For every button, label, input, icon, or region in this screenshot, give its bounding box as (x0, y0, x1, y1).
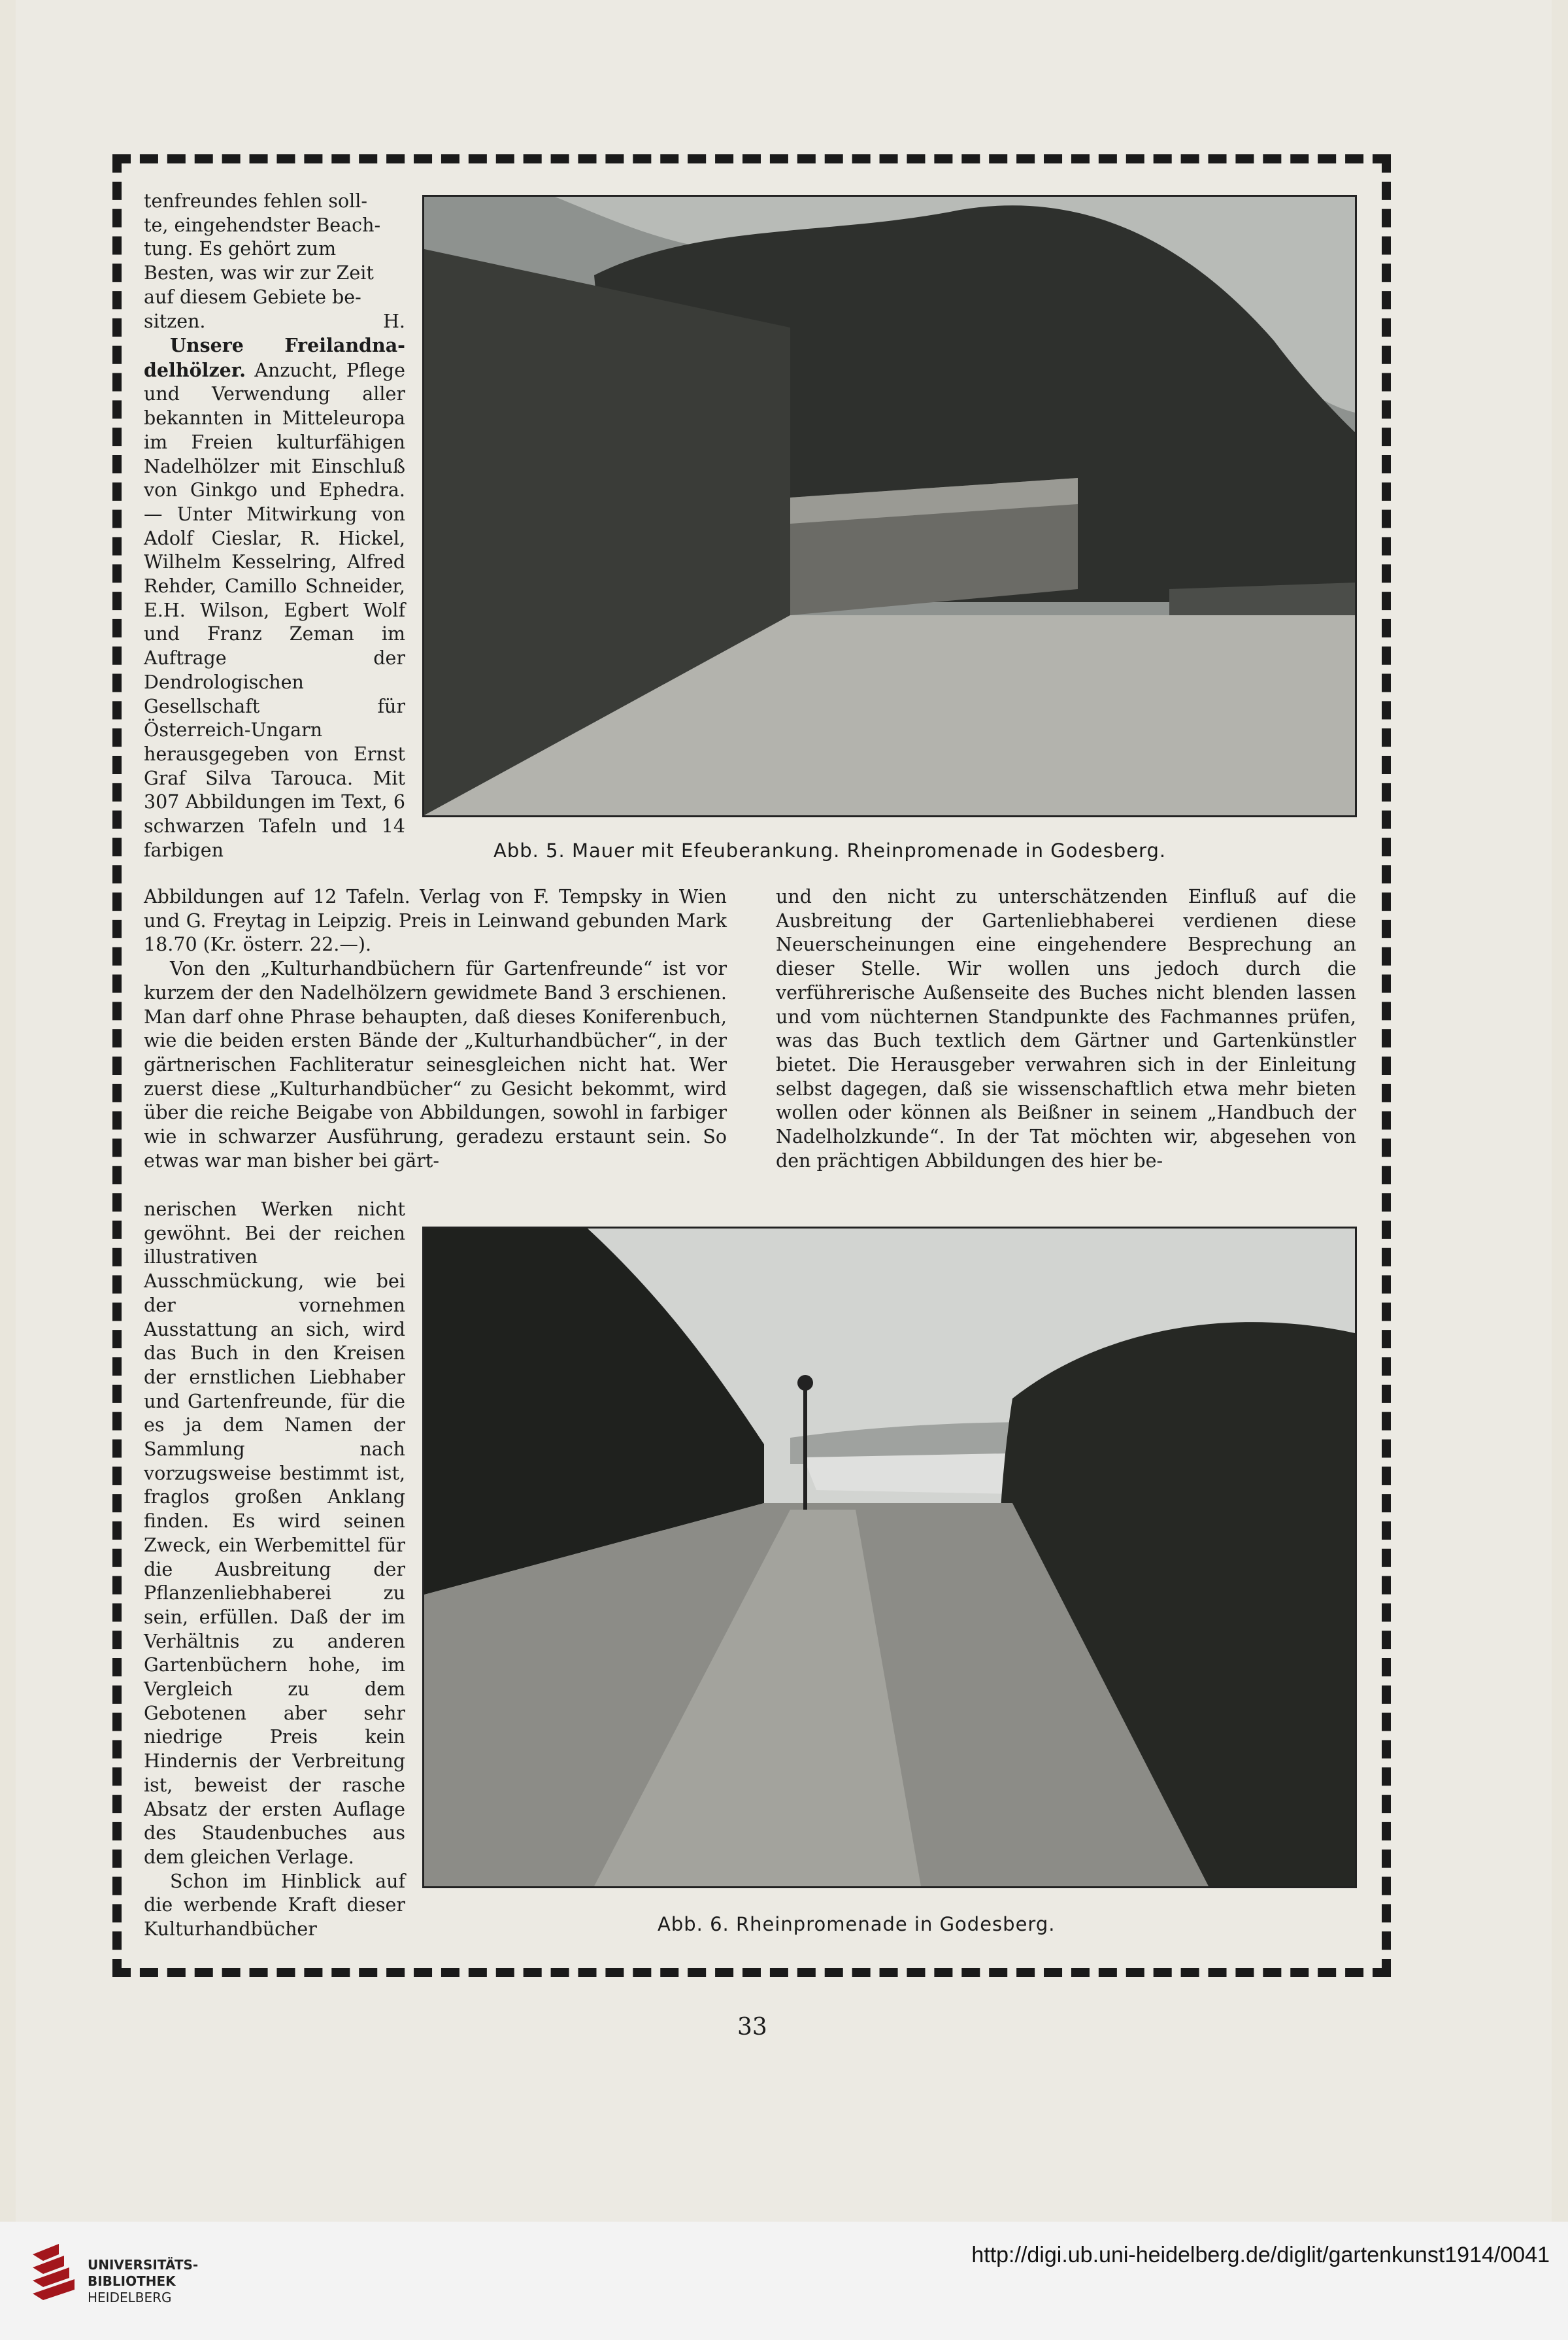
review-intro: Anzucht, Pflege und Verwendung aller bekannten in Mitteleuropa im Freien kulturfähigen Nadelhölzer mit Einschluß von Ginkgo und Ephedra. — Unter Mitwirkung von Adolf Cieslar, R. Hickel, Wilhelm Kesselring, Alfred Rehder, Camillo Schneider, E.H. Wilson, Egbert Wolf und Franz Zeman im Auftrage der Dendrologischen Gesellschaft für Österreich-Ungarn herausgegeben von Ernst Graf Silva Tarouca. Mit 307 Abbildungen im Text, 6 schwarzen Tafeln und 14 farbigen (144, 359, 406, 861)
paragraph: nerischen Werken nicht gewöhnt. Bei der reichen illustrativen Ausschmückung, wie bei der vornehmen Ausstattung an sich, wird das Buch in den Kreisen der ernstlichen Liebhaber und Gartenfreunde, für die es ja dem Namen der Sammlung nach vorzugsweise bestimmt ist, fraglos großen Anklang finden. Es wird seinen Zweck, ein Werbemittel für die Ausbreitung der Pflanzenliebhaberei zu sein, erfüllen. Daß der im Verhältnis zu anderen Gartenbüchern hohe, im Vergleich zu dem Gebotenen aber sehr niedrige Preis kein Hindernis der Verbreitung ist, beweist der rasche Absatz der ersten Auflage des Staudenbuches aus dem gleichen Verlage. (144, 1198, 405, 1868)
library-logo-icon (26, 2241, 78, 2304)
library-name-line: UNIVERSITÄTS- (88, 2257, 199, 2273)
source-url-link[interactable]: http://digi.ub.uni-heidelberg.de/diglit/gartenkunst1914/0041 (971, 2243, 1550, 2267)
paragraph: Abbildungen auf 12 Tafeln. Verlag von F. Tempsky in Wien und G. Freytag in Leipzig. Preis in Leinwand gebunden Mark 18.70 (Kr. österr. 22.—). (144, 886, 727, 956)
author-initial: H. (383, 310, 405, 332)
figure-6-photo (422, 1227, 1357, 1888)
review-heading: Unsere Freilandna-delhölzer. (144, 334, 405, 381)
figure-5-photo (422, 195, 1357, 817)
text-line: sitzen. (144, 310, 206, 332)
right-column-text (776, 885, 1356, 1173)
text-line: tenfreundes fehlen soll- (144, 190, 368, 212)
paragraph: und den nicht zu unterschätzenden Einfluß auf die Ausbreitung der Gartenliebhaberei verdienen diese Neuerscheinungen eine eingehendere Besprechung an dieser Stelle. Wir wollen uns jedoch durch die verführerische Außenseite des Buches nicht blenden lassen und vom nüchternen Standpunkte des Fachmannes prüfen, was das Buch textlich dem Gärtner und Gartenkünstler bietet. Die Herausgeber verwahren sich in der Einleitung selbst dagegen, daß sie wissenschaftlich etwa mehr bieten wollen oder können als Beißner in seinem „Handbuch der Nadelholzkunde“. In der Tat möchten wir, abgesehen von den prächtigen Abbildungen des hier be- (776, 886, 1356, 1172)
left-column-text (144, 885, 727, 1173)
figure-5-caption: Abb. 5. Mauer mit Efeuberankung. Rheinpromenade in Godesberg. (493, 839, 1167, 862)
library-name-line: BIBLIOTHEK (88, 2273, 176, 2289)
library-name-line: HEIDELBERG (88, 2290, 172, 2305)
paragraph: Schon im Hinblick auf die werbende Kraft dieser Kulturhandbücher (144, 1870, 405, 1941)
figure-6-caption: Abb. 6. Rheinpromenade in Godesberg. (658, 1913, 1056, 1935)
text-line: Besten, was wir zur Zeit (144, 262, 374, 284)
column1-top-text (144, 190, 405, 333)
column1-review-text (144, 333, 405, 862)
page-number: 33 (737, 2014, 767, 2041)
library-name (88, 2257, 198, 2306)
column1-bottom-text (144, 1198, 405, 1942)
text-line: tung. Es gehört zum (144, 238, 337, 260)
text-line: te, eingehendster Beach- (144, 214, 381, 236)
text-line: auf diesem Gebiete be- (144, 286, 361, 308)
digitization-footer (0, 2222, 1568, 2340)
paragraph: Von den „Kulturhandbüchern für Gartenfreunde“ ist vor kurzem der den Nadelhölzern gewidmete Band 3 erschienen. Man darf ohne Phrase behaupten, daß dieses Koniferenbuch, wie die beiden ersten Bände der „Kulturhandbücher“, in der gärtnerischen Fachliteratur seinesgleichen nicht hat. Wer zuerst diese „Kulturhandbücher“ zu Gesicht bekommt, wird über die reiche Beigabe von Abbildungen, sowohl in farbiger wie in schwarzer Ausführung, geradezu erstaunt sein. So etwas war man bisher bei gärt- (144, 958, 727, 1172)
